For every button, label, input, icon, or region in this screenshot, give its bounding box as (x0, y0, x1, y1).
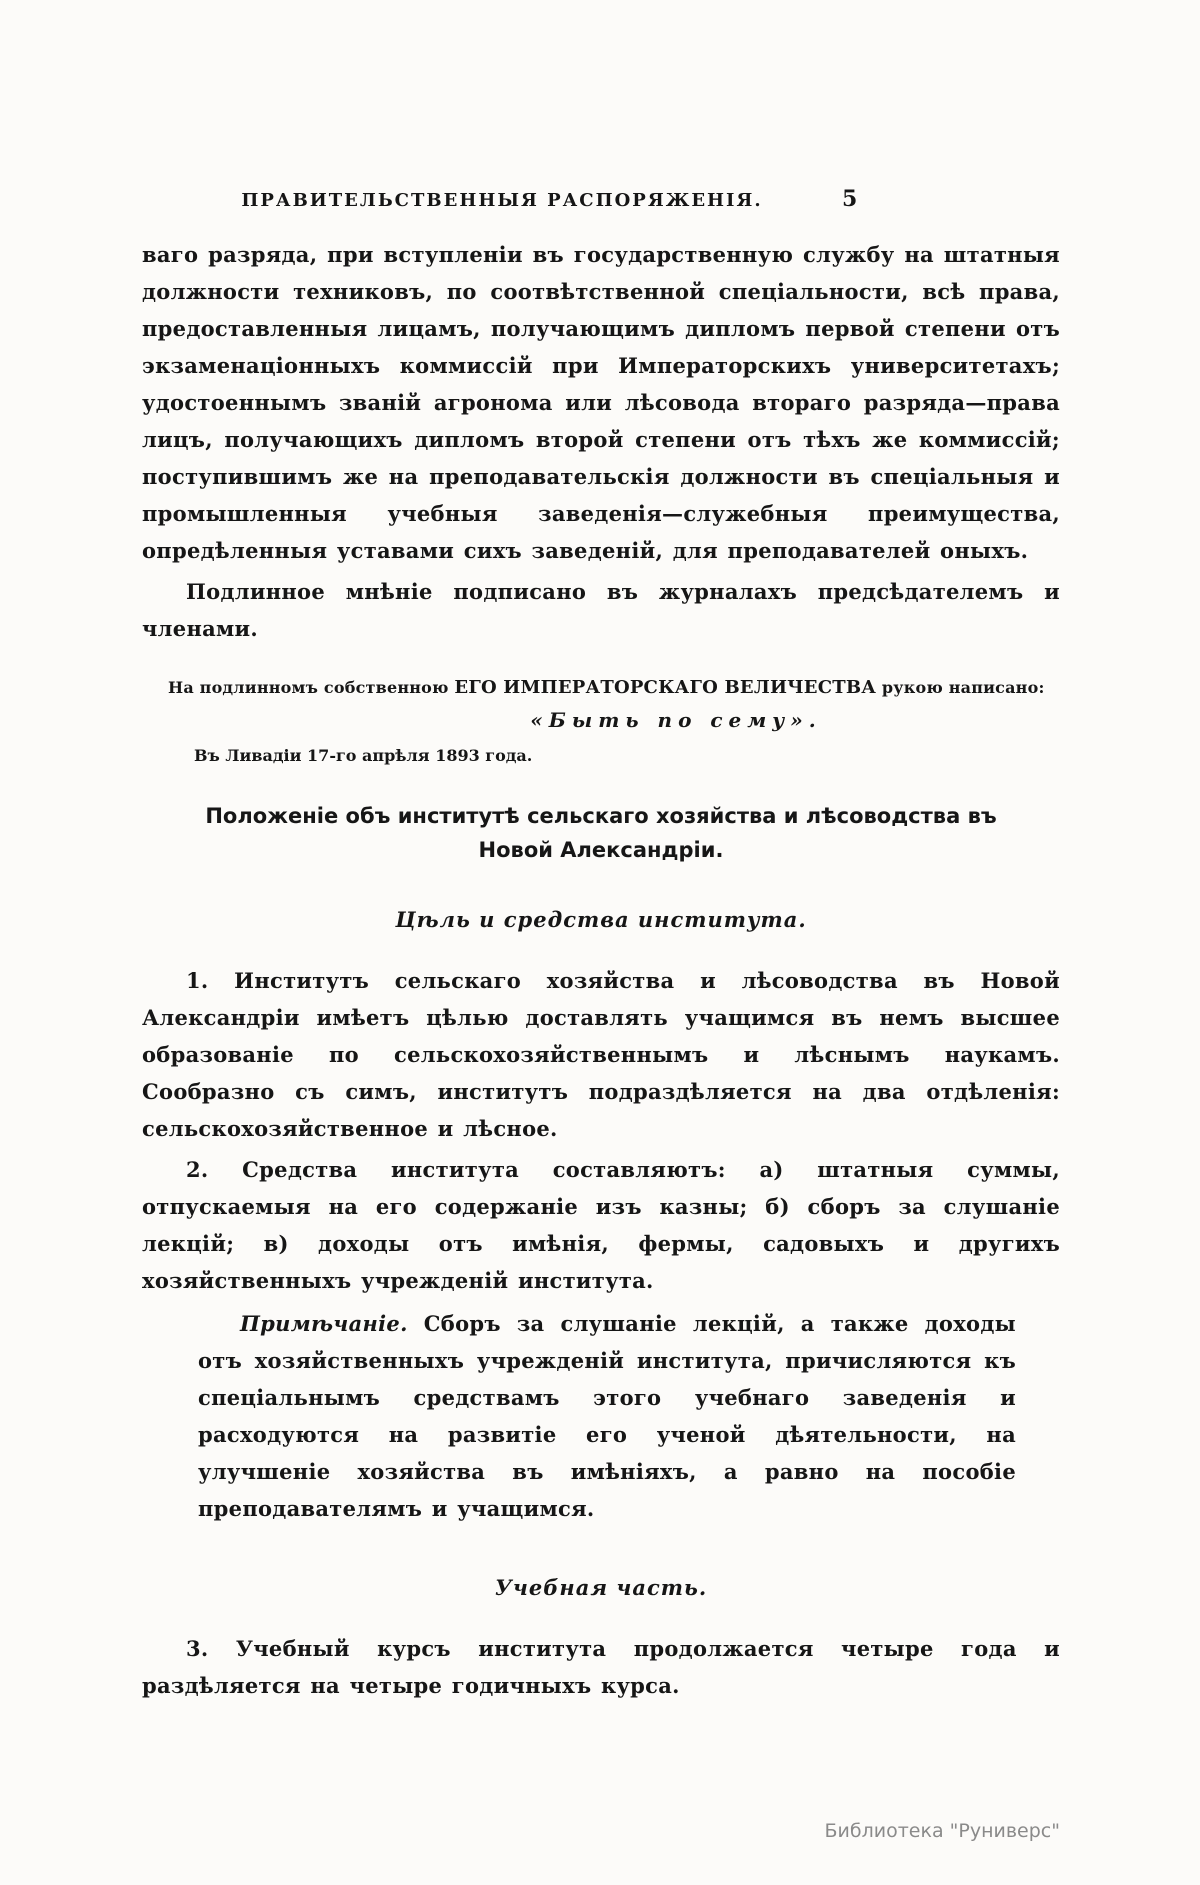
article-3: 3. Учебный курсъ института продолжается четыре года и раздѣляется на четыре годичныхъ курса. (142, 1636, 1060, 1698)
article-1: 1. Институтъ сельскаго хозяйства и лѣсоводства въ Новой Александріи имѣетъ цѣлью доставлять учащимся въ немъ высшее образованіе по сельскохозяйственнымъ и лѣснымъ наукамъ. Сообразно съ симъ, институтъ подраздѣляется на два отдѣленія: сельскохозяйственное и лѣсное. (142, 968, 1060, 1141)
paragraph-signed-note: Подлинное мнѣніе подписано въ журналахъ предсѣдателемъ и членами. (142, 579, 1060, 641)
library-watermark: Библиотека "Руниверс" (824, 1820, 1060, 1842)
imperial-date-line: Въ Ливадіи 17-го апрѣля 1893 года. (194, 746, 533, 765)
article-2: 2. Средства института составляютъ: а) штатныя суммы, отпускаемыя на его содержаніе изъ казны; б) сборъ за слушаніе лекцій; в) доходы отъ имѣнія, фермы, садовыхъ и другихъ хозяйственныхъ учрежденій института. (142, 1157, 1060, 1293)
imperial-majesty-caps: ЕГО ИМПЕРАТОРСКАГО ВЕЛИЧЕСТВА (454, 677, 877, 698)
statute-title: Положеніе объ институтѣ сельскаго хозяйства и лѣсоводства въ Новой Александріи. (205, 804, 997, 862)
imperial-inscription-suffix: рукою написано: (876, 678, 1045, 697)
note-text: Сборъ за слушаніе лекцій, а также доходы отъ хозяйственныхъ учрежденій института, причисляются къ спеціальнымъ средствамъ этого учебнаго заведенія и расходуются на развитіе его ученой дѣятельности, на улучшеніе хозяйства въ имѣніяхъ, а равно на пособіе преподавателямъ и учащимся. (198, 1311, 1016, 1521)
text-column (142, 236, 1060, 1704)
note-paragraph (198, 1305, 1016, 1527)
section-heading-academic-part: Учебная часть. (494, 1575, 708, 1600)
page-number: 5 (842, 186, 858, 212)
section-heading-goals-and-means: Цѣль и средства института. (395, 907, 807, 932)
imperial-annotation (142, 677, 1060, 765)
imperial-inscription-prefix: На подлинномъ собственною (168, 678, 455, 697)
imperial-inscription-line (168, 677, 1060, 698)
imperial-resolution-quote: «Быть по сему». (530, 708, 822, 732)
paragraph-continuation: ваго разряда, при вступленіи въ государственную службу на штатныя должности техниковъ, по соотвѣтственной спеціальности, всѣ права, предоставленныя лицамъ, получающимъ дипломъ первой степени отъ экзаменаціонныхъ коммиссій при Императорскихъ университетахъ; удостоеннымъ званій агронома или лѣсовода втораго разряда—права лицъ, получающихъ дипломъ второй степени отъ тѣхъ же коммиссій; поступившимъ же на преподавательскія должности въ спеціальныя и промышленныя учебныя заведенія—служебныя преимущества, опредѣленныя уставами сихъ заведеній, для преподавателей оныхъ. (142, 242, 1060, 563)
note-label: Примѣчаніе. (240, 1311, 408, 1336)
running-header: ПРАВИТЕЛЬСТВЕННЫЯ РАСПОРЯЖЕНІЯ. (241, 190, 763, 211)
